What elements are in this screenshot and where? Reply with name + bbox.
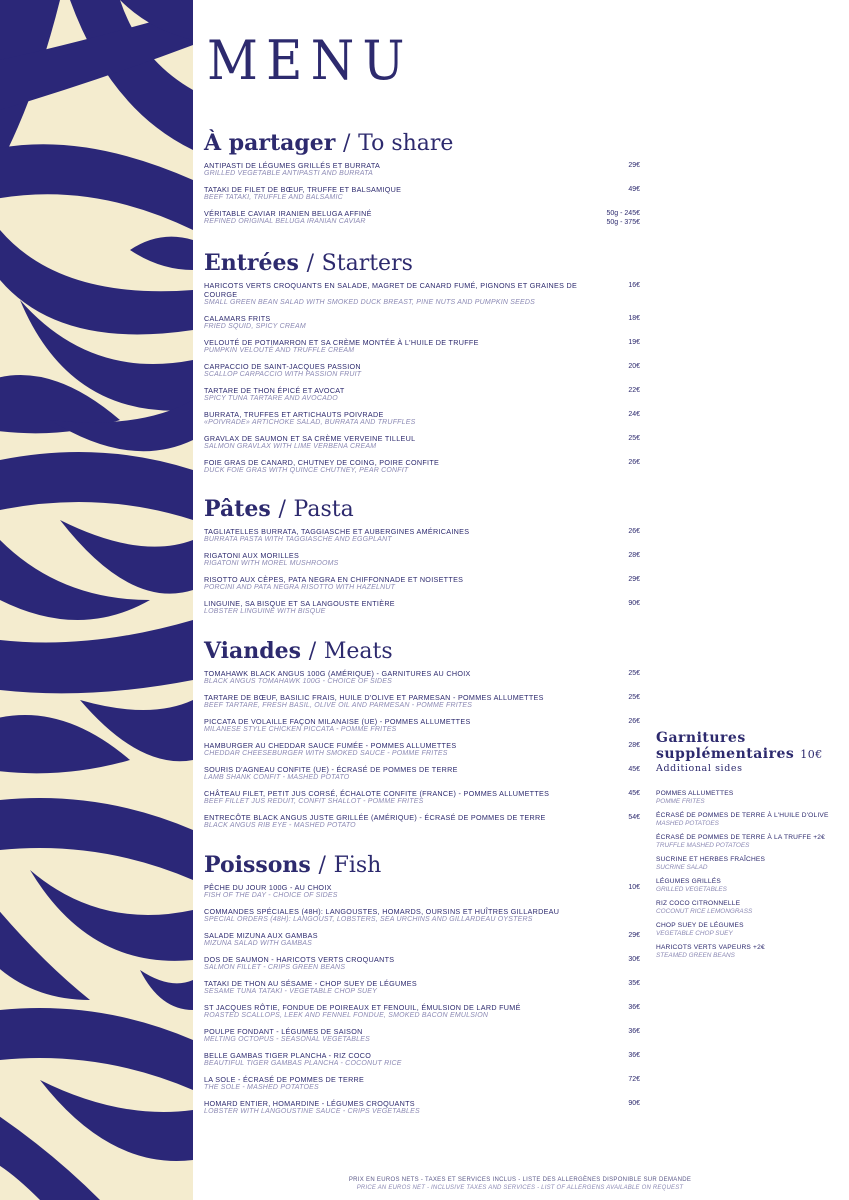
menu-item [204, 813, 644, 831]
menu-item-name-en: BEEF FILLET JUS REDUIT, CONFIT SHALLOT - POMME FRITES [204, 798, 424, 805]
menu-item [204, 1003, 644, 1021]
menu-item-name-en: «POIVRADE» ARTICHOKE SALAD, BURRATA AND TRUFFLES [204, 419, 416, 426]
menu-item [204, 955, 644, 973]
section-title-fr: Entrées [204, 250, 299, 276]
menu-item-price: 36€ [628, 1004, 640, 1011]
footer-fr: PRIX EN EUROS NETS - TAXES ET SERVICES INCLUS - LISTE DES ALLERGÈNES DISPONIBLE SUR DEMANDE [348, 1177, 692, 1183]
menu-item [204, 1099, 644, 1117]
garnitures-subtitle: Additional sides [656, 763, 743, 774]
menu-item-name-en: RIGATONI WITH MOREL MUSHROOMS [204, 560, 339, 567]
menu-item-name-fr: VELOUTÉ DE POTIMARRON ET SA CRÈME MONTÉE À L'HUILE DE TRUFFE [204, 338, 479, 347]
menu-item [204, 669, 644, 687]
side-item-name-fr: SUCRINE ET HERBES FRAÎCHES [656, 856, 766, 863]
menu-item-price: 54€ [628, 814, 640, 821]
menu-item [204, 434, 644, 452]
section-title-fr: À partager [204, 130, 336, 156]
menu-item-price: 90€ [628, 1100, 640, 1107]
garnitures-price: 10€ [800, 748, 823, 761]
section-title-en: To share [358, 131, 454, 156]
menu-item [204, 281, 644, 308]
menu-item-name-fr: FOIE GRAS DE CANARD, CHUTNEY DE COING, POIRE CONFITE [204, 458, 440, 467]
menu-item-price: 28€ [628, 552, 640, 559]
menu-item-name-fr: ENTRECÔTE BLACK ANGUS JUSTE GRILLÉE (AMÉRIQUE) - ÉCRASÉ DE POMMES DE TERRE [204, 813, 546, 822]
section-pates [204, 496, 644, 623]
side-item-name-fr: CHOP SUEY DE LÉGUMES [656, 922, 744, 929]
section-title-en: Starters [321, 251, 413, 276]
menu-item-price: 18€ [628, 315, 640, 322]
section-title-separator: / [318, 853, 326, 878]
page-title: MENU [207, 29, 413, 92]
menu-item-name-fr: PICCATA DE VOLAILLE FAÇON MILANAISE (UE) - POMMES ALLUMETTES [204, 717, 471, 726]
menu-item-name-fr: TOMAHAWK BLACK ANGUS 100G (AMÉRIQUE) - GARNITURES AU CHOIX [204, 669, 471, 678]
menu-item-name-en: FISH OF THE DAY - CHOICE OF SIDES [204, 892, 338, 899]
menu-item [204, 883, 644, 901]
menu-item-name-en: BLACK ANGUS TOMAHAWK 100G - CHOICE OF SIDES [204, 678, 393, 685]
menu-item-name-fr: TAGLIATELLES BURRATA, TAGGIASCHE ET AUBERGINES AMÉRICAINES [204, 527, 470, 536]
menu-item [204, 1075, 644, 1093]
menu-item-name-en: LOBSTER WITH LANGOUSTINE SAUCE - CRIPS VEGETABLES [204, 1108, 420, 1115]
side-item-name-en: COCONUT RICE LEMONGRASS [656, 908, 753, 915]
menu-item [204, 185, 644, 203]
menu-item-name-fr: SOURIS D'AGNEAU CONFITE (UE) - ÉCRASÉ DE POMMES DE TERRE [204, 765, 458, 774]
section-heading [204, 130, 644, 157]
footer [330, 1177, 710, 1192]
menu-item-price: 29€ [628, 576, 640, 583]
menu-item-name-en: MELTING OCTOPUS - SEASONAL VEGETABLES [204, 1036, 370, 1043]
menu-item-name-en: BEEF TATAKI, TRUFFLE AND BALSAMIC [204, 194, 343, 201]
menu-item-name-fr: BELLE GAMBAS TIGER PLANCHA - RIZ COCO [204, 1051, 372, 1060]
menu-item-name-en: SPICY TUNA TARTARE AND AVOCADO [204, 395, 338, 402]
menu-item [204, 551, 644, 569]
menu-item-name-fr: TATAKI DE FILET DE BŒUF, TRUFFE ET BALSAMIQUE [204, 185, 402, 194]
menu-item [204, 386, 644, 404]
menu-item-name-fr: GRAVLAX DE SAUMON ET SA CRÈME VERVEINE TILLEUL [204, 434, 416, 443]
garnitures-panel [656, 730, 836, 966]
menu-item-name-fr: TARTARE DE THON ÉPICÉ ET AVOCAT [204, 386, 345, 395]
menu-item [204, 693, 644, 711]
garnitures-list [656, 790, 836, 960]
menu-item-name-fr: CARPACCIO DE SAINT-JACQUES PASSION [204, 362, 361, 371]
menu-item-price: 30€ [628, 956, 640, 963]
menu-item-name-fr: HOMARD ENTIER, HOMARDINE - LÉGUMES CROQUANTS [204, 1099, 415, 1108]
menu-item-name-fr: RIGATONI AUX MORILLES [204, 551, 300, 560]
menu-item [204, 314, 644, 332]
side-item-name-fr: LÉGUMES GRILLÉS [656, 878, 721, 885]
side-item [656, 790, 836, 806]
menu-item-price: 25€ [628, 694, 640, 701]
menu-item-name-fr: CHÂTEAU FILET, PETIT JUS CORSÉ, ÉCHALOTE CONFITE (FRANCE) - POMMES ALLUMETTES [204, 789, 550, 798]
side-item-name-en: POMME FRITES [656, 798, 705, 805]
menu-item-name-en: SALMON GRAVLAX WITH LIME VERBENA CREAM [204, 443, 377, 450]
menu-item-name-en: ROASTED SCALLOPS, LEEK AND FENNEL FONDUE, SMOKED BACON EMULSION [204, 1012, 489, 1019]
menu-item-name-en: MIZUNA SALAD WITH GAMBAS [204, 940, 312, 947]
side-item-name-en: SUCRINE SALAD [656, 864, 708, 871]
menu-item-price: 45€ [628, 790, 640, 797]
menu-item-price: 22€ [628, 387, 640, 394]
menu-item-price: 25€ [628, 435, 640, 442]
menu-item-name-en: DUCK FOIE GRAS WITH QUINCE CHUTNEY, PEAR CONFIT [204, 467, 409, 474]
menu-item-price: 10€ [628, 884, 640, 891]
menu-item [204, 717, 644, 735]
menu-item [204, 362, 644, 380]
side-item-name-en: GRILLED VEGETABLES [656, 886, 727, 893]
menu-item [204, 161, 644, 179]
menu-item [204, 907, 644, 925]
menu-item-name-en: BEEF TARTARE, FRESH BASIL, OLIVE OIL AND PARMESAN - POMME FRITES [204, 702, 473, 709]
menu-item-price: 35€ [628, 980, 640, 987]
menu-item [204, 338, 644, 356]
menu-item [204, 410, 644, 428]
menu-item-price: 26€ [628, 459, 640, 466]
menu-item-name-fr: TATAKI DE THON AU SÉSAME - CHOP SUEY DE LÉGUMES [204, 979, 417, 988]
menu-item-name-fr: SALADE MIZUNA AUX GAMBAS [204, 931, 318, 940]
section-viandes [204, 638, 644, 837]
side-item [656, 900, 836, 916]
menu-item-name-fr: DOS DE SAUMON - HARICOTS VERTS CROQUANTS [204, 955, 395, 964]
side-item-name-en: STEAMED GREEN BEANS [656, 952, 735, 959]
footer-en: PRICE AN EUROS NET - INCLUSIVE TAXES AND SERVICES - LIST OF ALLERGENS AVAILABLE ON REQUEST [356, 1184, 684, 1191]
menu-item-name-en: SPECIAL ORDERS (48H): LANGOUST, LOBSTERS, SEA URCHINS AND GILLARDEAU OYSTERS [204, 916, 533, 923]
side-item [656, 878, 836, 894]
menu-item-name-fr: HAMBURGER AU CHEDDAR SAUCE FUMÉE - POMMES ALLUMETTES [204, 741, 457, 750]
menu-item-name-en: MILANESE STYLE CHICKEN PICCATA - POMME FRITES [204, 726, 397, 733]
section-title-fr: Poissons [204, 852, 311, 878]
side-item [656, 834, 836, 850]
menu-item-price: 29€ [628, 932, 640, 939]
side-item-name-en: TRUFFLE MASHED POTATOES [656, 842, 750, 849]
menu-item [204, 979, 644, 997]
menu-item-name-fr: VÉRITABLE CAVIAR IRANIEN BELUGA AFFINÉ [204, 209, 372, 218]
menu-item-name-en: LOBSTER LINGUINE WITH BISQUE [204, 608, 326, 615]
section-title-en: Meats [323, 639, 393, 664]
menu-item-price: 49€ [628, 186, 640, 193]
menu-item-name-en: PORCINI AND PATA NEGRA RISOTTO WITH HAZELNUT [204, 584, 396, 591]
menu-item-name-en: THE SOLE - MASHED POTATOES [204, 1084, 319, 1091]
side-item [656, 922, 836, 938]
menu-item-name-en: SMALL GREEN BEAN SALAD WITH SMOKED DUCK BREAST, PINE NUTS AND PUMPKIN SEEDS [204, 299, 535, 306]
section-title-en: Pasta [293, 497, 354, 522]
menu-item-name-en: SCALLOP CARPACCIO WITH PASSION FRUIT [204, 371, 362, 378]
garnitures-title-text: Garnitures supplémentaires [656, 730, 795, 762]
side-item-name-en: MASHED POTATOES [656, 820, 719, 827]
side-item-name-en: VEGETABLE CHOP SUEY [656, 930, 733, 937]
section-entrees [204, 250, 644, 482]
menu-item [204, 458, 644, 476]
side-item-name-fr: ÉCRASÉ DE POMMES DE TERRE À LA TRUFFE +2€ [656, 834, 825, 841]
menu-item-name-fr: ANTIPASTI DE LÉGUMES GRILLÉS ET BURRATA [204, 161, 381, 170]
section-title-separator: / [343, 131, 351, 156]
section-title-en: Fish [333, 853, 382, 878]
menu-item-name-fr: LA SOLE - ÉCRASÉ DE POMMES DE TERRE [204, 1075, 365, 1084]
menu-item-price: 72€ [628, 1076, 640, 1083]
menu-item-name-fr: LINGUINE, SA BISQUE ET SA LANGOUSTE ENTIÈRE [204, 599, 395, 608]
menu-item-price: 90€ [628, 600, 640, 607]
section-title-separator: / [308, 639, 317, 664]
menu-item-name-en: SALMON FILLET - CRIPS GREEN BEANS [204, 964, 346, 971]
menu-item-price: 50g - 245€ 50g - 375€ [606, 210, 640, 226]
palm-leaf-pattern-panel [0, 0, 193, 1200]
menu-item-price: 36€ [628, 1028, 640, 1035]
menu-item-name-en: BEAUTIFUL TIGER GAMBAS PLANCHA - COCONUT RICE [204, 1060, 402, 1067]
palm-leaf-icon [0, 0, 193, 1200]
menu-item-name-en: PUMPKIN VELOUTÉ AND TRUFFLE CREAM [204, 347, 355, 354]
menu-item-name-en: BURRATA PASTA WITH TAGGIASCHE AND EGGPLANT [204, 536, 392, 543]
menu-item-price: 36€ [628, 1052, 640, 1059]
side-item [656, 856, 836, 872]
menu-item-name-en: LAMB SHANK CONFIT - MASHED POTATO [204, 774, 350, 781]
side-item-name-fr: ÉCRASÉ DE POMMES DE TERRE À L'HUILE D'OLIVE [656, 812, 829, 819]
menu-item-name-en: REFINED ORIGINAL BELUGA IRANIAN CAVIAR [204, 218, 366, 225]
section-heading [204, 852, 644, 879]
menu-item [204, 1051, 644, 1069]
menu-item-name-en: FRIED SQUID, SPICY CREAM [204, 323, 306, 330]
menu-item-name-fr: BURRATA, TRUFFES ET ARTICHAUTS POIVRADE [204, 410, 384, 419]
menu-item [204, 789, 644, 807]
menu-item-name-fr: HARICOTS VERTS CROQUANTS EN SALADE, MAGRET DE CANARD FUMÉ, PIGNONS ET GRAINES DE COURGE [204, 281, 578, 299]
menu-item-name-fr: RISOTTO AUX CÈPES, PATA NEGRA EN CHIFFONNADE ET NOISETTES [204, 575, 464, 584]
side-item-name-fr: HARICOTS VERTS VAPEURS +2€ [656, 944, 765, 951]
menu-item-name-en: CHEDDAR CHEESEBURGER WITH SMOKED SAUCE - POMME FRITES [204, 750, 448, 757]
menu-item-name-fr: ST JACQUES RÔTIE, FONDUE DE POIREAUX ET FENOUIL, ÉMULSION DE LARD FUMÉ [204, 1003, 521, 1012]
menu-item-price: 20€ [628, 363, 640, 370]
menu-item [204, 1027, 644, 1045]
section-title-fr: Pâtes [204, 496, 271, 522]
section-title-separator: / [306, 251, 314, 276]
section-heading [204, 496, 644, 523]
menu-item [204, 575, 644, 593]
menu-item [204, 599, 644, 617]
menu-item-name-fr: TARTARE DE BŒUF, BASILIC FRAIS, HUILE D'OLIVE ET PARMESAN - POMMES ALLUMETTES [204, 693, 544, 702]
side-item [656, 812, 836, 828]
section-title-separator: / [278, 497, 286, 522]
menu-item-name-fr: PÊCHE DU JOUR 100G - AU CHOIX [204, 883, 332, 892]
menu-item-price: 19€ [628, 339, 640, 346]
menu-item-name-en: GRILLED VEGETABLE ANTIPASTI AND BURRATA [204, 170, 373, 177]
menu-item [204, 741, 644, 759]
garnitures-title [656, 730, 836, 763]
menu-item-price: 16€ [628, 282, 640, 289]
section-heading [204, 250, 644, 277]
menu-item-price: 26€ [628, 718, 640, 725]
menu-item-price: 26€ [628, 528, 640, 535]
menu-item-price: 28€ [628, 742, 640, 749]
menu-item-price: 24€ [628, 411, 640, 418]
menu-item-name-en: SESAME TUNA TATAKI - VEGETABLE CHOP SUEY [204, 988, 378, 995]
menu-item [204, 209, 644, 227]
side-item-name-fr: POMMES ALLUMETTES [656, 790, 734, 797]
section-heading [204, 638, 644, 665]
menu-item-price: 25€ [628, 670, 640, 677]
menu-item-name-fr: COMMANDES SPÉCIALES (48H): LANGOUSTES, HOMARDS, OURSINS ET HUÎTRES GILLARDEAU [204, 907, 560, 916]
menu-item-name-fr: CALAMARS FRITS [204, 314, 271, 323]
menu-item-price: 45€ [628, 766, 640, 773]
menu-item-name-en: BLACK ANGUS RIB EYE - MASHED POTATO [204, 822, 356, 829]
menu-item [204, 765, 644, 783]
menu-item [204, 527, 644, 545]
section-partager [204, 130, 644, 233]
side-item-name-fr: RIZ COCO CITRONNELLE [656, 900, 741, 907]
section-title-fr: Viandes [204, 638, 302, 664]
section-poissons [204, 852, 644, 1123]
menu-item-name-fr: POULPE FONDANT - LÉGUMES DE SAISON [204, 1027, 363, 1036]
menu-item-price: 29€ [628, 162, 640, 169]
menu-item [204, 931, 644, 949]
side-item [656, 944, 836, 960]
